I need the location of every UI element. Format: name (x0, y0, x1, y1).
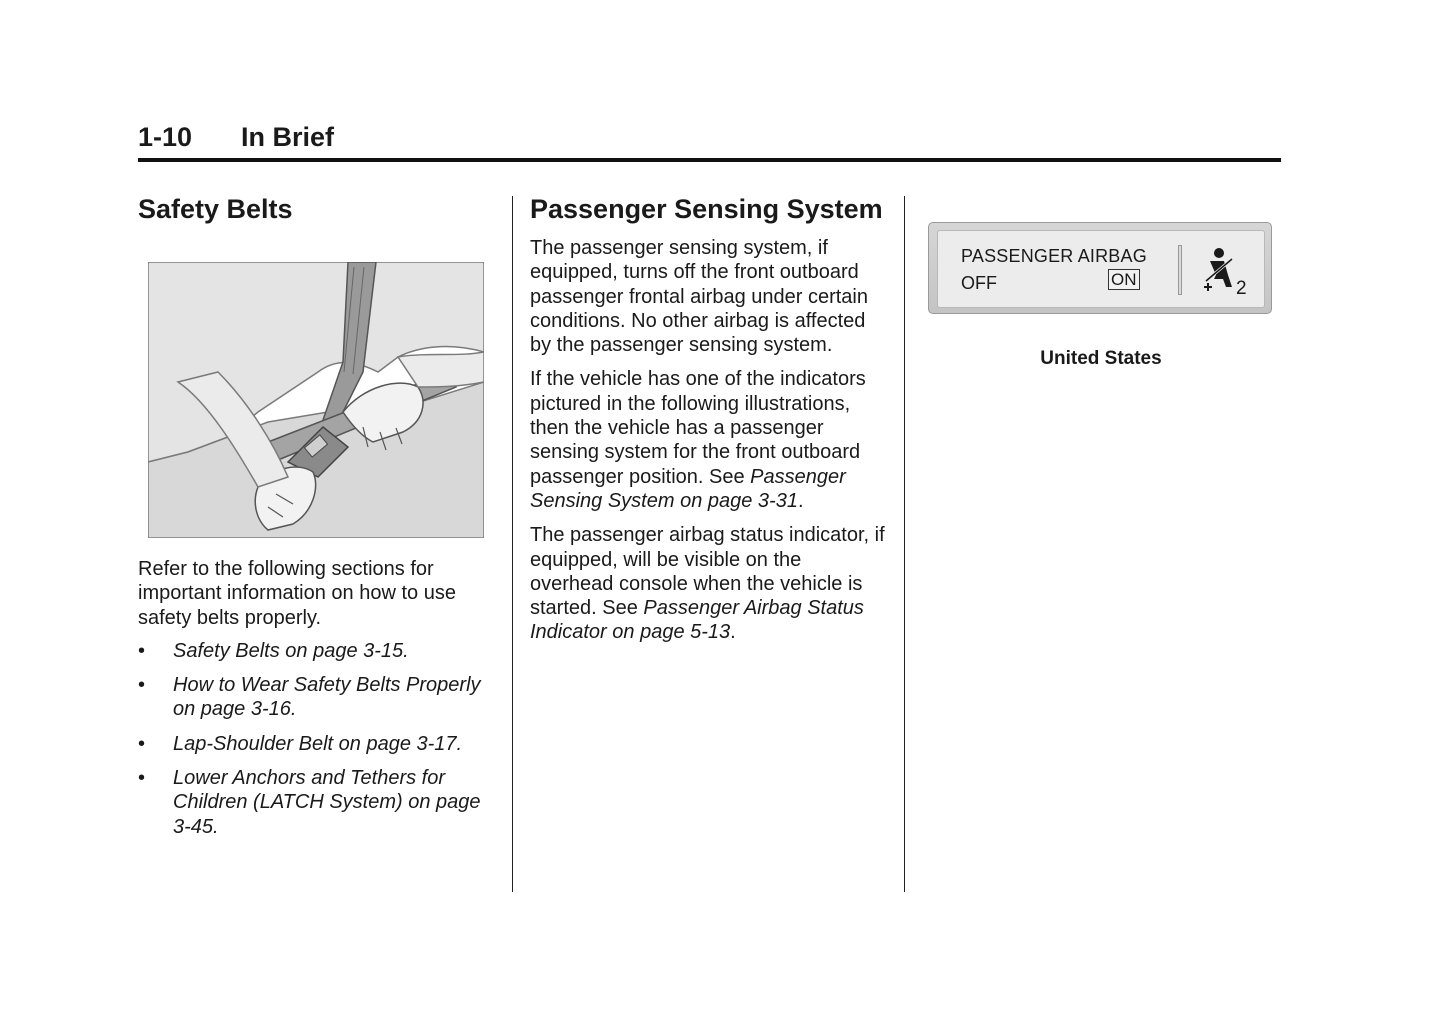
indicator-on-label: ON (1108, 269, 1140, 290)
reference-link[interactable]: Passenger Sensing System on page 3-31 (530, 465, 846, 512)
paragraph-text: The passenger airbag status indicator, if equipped, will be visible on the overhead console when the vehicle is started. See (530, 524, 885, 620)
reference-list (138, 639, 498, 839)
safety-belt-buckle-illustration (148, 262, 484, 538)
paragraph-end: . (730, 621, 736, 644)
figure-caption: United States (1040, 348, 1162, 369)
bullet: • (138, 732, 146, 755)
indicator-off-label: OFF (961, 273, 997, 293)
body-paragraph (530, 523, 890, 644)
bullet: • (138, 674, 146, 697)
seated-passenger-icon (1202, 247, 1236, 296)
paragraph-text: If the vehicle has one of the indicators pictured in the following illustrations, then the vehicle has a passenger sensing system for the front outboard passenger position. See (530, 368, 866, 488)
list-item[interactable] (138, 732, 498, 756)
reference-link[interactable]: Lap-Shoulder Belt on page 3-17. (173, 732, 463, 755)
list-item[interactable] (138, 673, 498, 722)
page-header (138, 120, 1281, 162)
reference-link[interactable]: Safety Belts on page 3-15. (173, 639, 409, 662)
section-heading: Safety Belts (138, 194, 293, 224)
indicator-label: PASSENGER AIRBAG (961, 246, 1147, 266)
indicator-panel (937, 230, 1265, 308)
indicator-figure (928, 194, 1274, 370)
list-item[interactable] (138, 766, 498, 839)
body-paragraph: The passenger sensing system, if equipped, turns off the front outboard passenger frontal airbag under certain conditions. No other airbag is affected by the passenger sensing system. (530, 237, 868, 357)
paragraph-end: . (797, 489, 804, 512)
bullet: • (138, 767, 146, 790)
intro-paragraph: Refer to the following sections for important information on how to use safety belts properly. (138, 558, 456, 629)
reference-link[interactable]: How to Wear Safety Belts Properly on page 3-16. (173, 674, 481, 721)
indicator-number: 2 (1236, 278, 1247, 299)
page-number: 1-10 (138, 122, 193, 152)
column-divider (904, 196, 905, 892)
indicator-divider (1178, 245, 1182, 295)
passenger-sensing-section (530, 194, 890, 645)
section-title: In Brief (241, 122, 335, 152)
body-paragraph (530, 367, 890, 513)
airbag-status-indicator (928, 222, 1272, 314)
bullet: • (138, 639, 146, 662)
column-divider (512, 196, 513, 892)
reference-link[interactable]: Passenger Airbag Status Indicator on page 5-13 (530, 597, 864, 644)
reference-link[interactable]: Lower Anchors and Tethers for Children (LATCH System) on page 3-45. (173, 767, 481, 838)
section-heading: Passenger Sensing System (530, 194, 883, 224)
list-item[interactable] (138, 639, 498, 663)
safety-belts-section (138, 194, 498, 849)
